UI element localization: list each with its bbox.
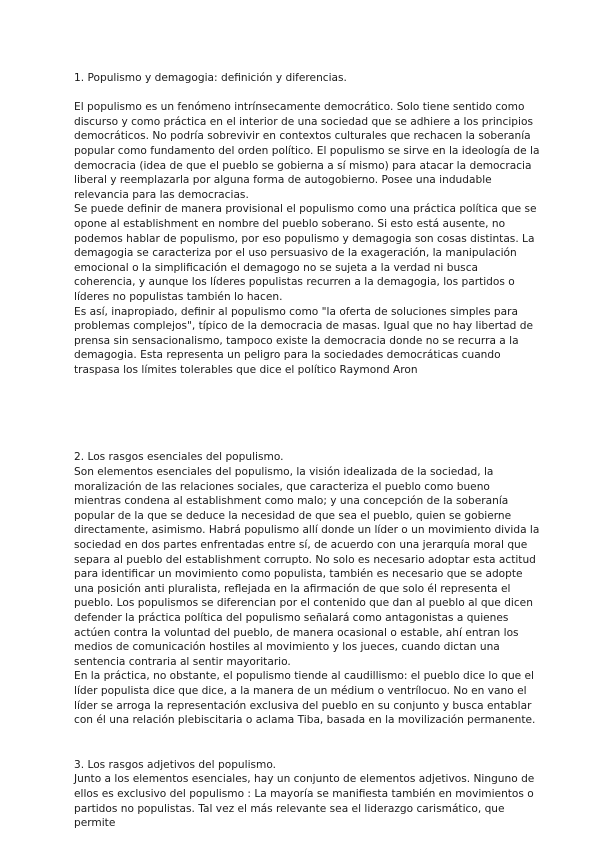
paragraph: Junto a los elementos esenciales, hay un conjunto de elementos adjetivos. Ninguno de ellos es exclusivo del populismo : La mayoría se manifiesta también en movimientos o partidos no populistas. Tal vez el más relevante sea el liderazgo carismático, que permite bbox=[74, 773, 535, 830]
section-spacer bbox=[74, 728, 540, 758]
section-rasgos-adjetivos bbox=[74, 758, 540, 831]
section-rasgos-esenciales bbox=[74, 450, 540, 727]
section-populismo-demagogia bbox=[74, 71, 540, 377]
paragraph: Son elementos esenciales del populismo, la visión idealizada de la sociedad, la moralización de las relaciones sociales, que caracteriza el pueblo como bueno mientras condena al establishment como malo; y una concepción de la soberanía popular de la que se deduce la necesidad de que sea el pueblo, quien se gobierne directamente, asimismo. Habrá populismo allí donde un líder o un movimiento divida la sociedad en dos partes enfrentadas entre sí, de acuerdo con una jerarquía moral que separa al pueblo del establishment corrupto. No solo es necesario adoptar esta actitud para identificar un movimiento como populista, también es necesario que se adopte una posición anti pluralista, reflejada en la afirmación de que solo él representa el pueblo. Los populismos se diferencian por el contenido que dan al pueblo al que dicen defender la práctica política del populismo señalará como antagonistas a quienes actúen contra la voluntad del pueblo, de manera ocasional o estable, ahí entran los medios de comunicación hostiles al movimiento y los jueces, cuando dictan una sentencia contraria al sentir mayoritario. bbox=[74, 466, 540, 668]
paragraph: En la práctica, no obstante, el populismo tiende al caudillismo: el pueblo dice lo que el líder populista dice que dice, a la manera de un médium o ventrílocuo. No en vano el líder se arroga la representación exclusiva del pueblo en su conjunto y busca entablar con él una relación plebiscitaria o aclama Tiba, basada en la movilización permanente. bbox=[74, 670, 536, 727]
paragraph: Es así, inapropiado, definir al populismo como "la oferta de soluciones simples para problemas complejos", típico de la democracia de masas. Igual que no hay libertad de prensa sin sensacionalismo, tampoco existe la democracia donde no se recurra a la demagogia. Esta representa un peligro para la sociedades democráticas cuando traspasa los límites tolerables que dice el político Raymond Aron bbox=[74, 305, 534, 376]
paragraph: Se puede definir de manera provisional el populismo como una práctica política que se opone al establishment en nombre del pueblo soberano. Si esto está ausente, no podemos hablar de populismo, por eso populismo y demagogia son cosas distintas. La demagogia se caracteriza por el uso persuasivo de la exageración, la manipulación emocional o la simplificación el demagogo no se sujeta a la verdad ni busca coherencia, y aunque los líderes populistas recurren a la demagogia, los partidos o líderes no populistas también lo hacen. bbox=[74, 203, 537, 303]
section-title: 2. Los rasgos esenciales del populismo. bbox=[74, 451, 284, 464]
paragraph: El populismo es un fenómeno intrínsecamente democrático. Solo tiene sentido como discurso y como práctica en el interior de una sociedad que se adhiere a los principios democráticos. No podría sobrevivir en contextos culturales que rechacen la soberanía popular como fundamento del orden político. El populismo se sirve en la ideología de la democracia (idea de que el pueblo se gobierna a sí mismo) para atacar la democracia liberal y reemplazarla por alguna forma de autogobierno. Posee una indudable relevancia para las democracias. bbox=[74, 101, 540, 201]
section-title: 1. Populismo y demagogia: definición y diferencias. bbox=[74, 72, 347, 84]
section-title: 3. Los rasgos adjetivos del populismo. bbox=[74, 758, 277, 771]
section-spacer bbox=[74, 377, 540, 450]
